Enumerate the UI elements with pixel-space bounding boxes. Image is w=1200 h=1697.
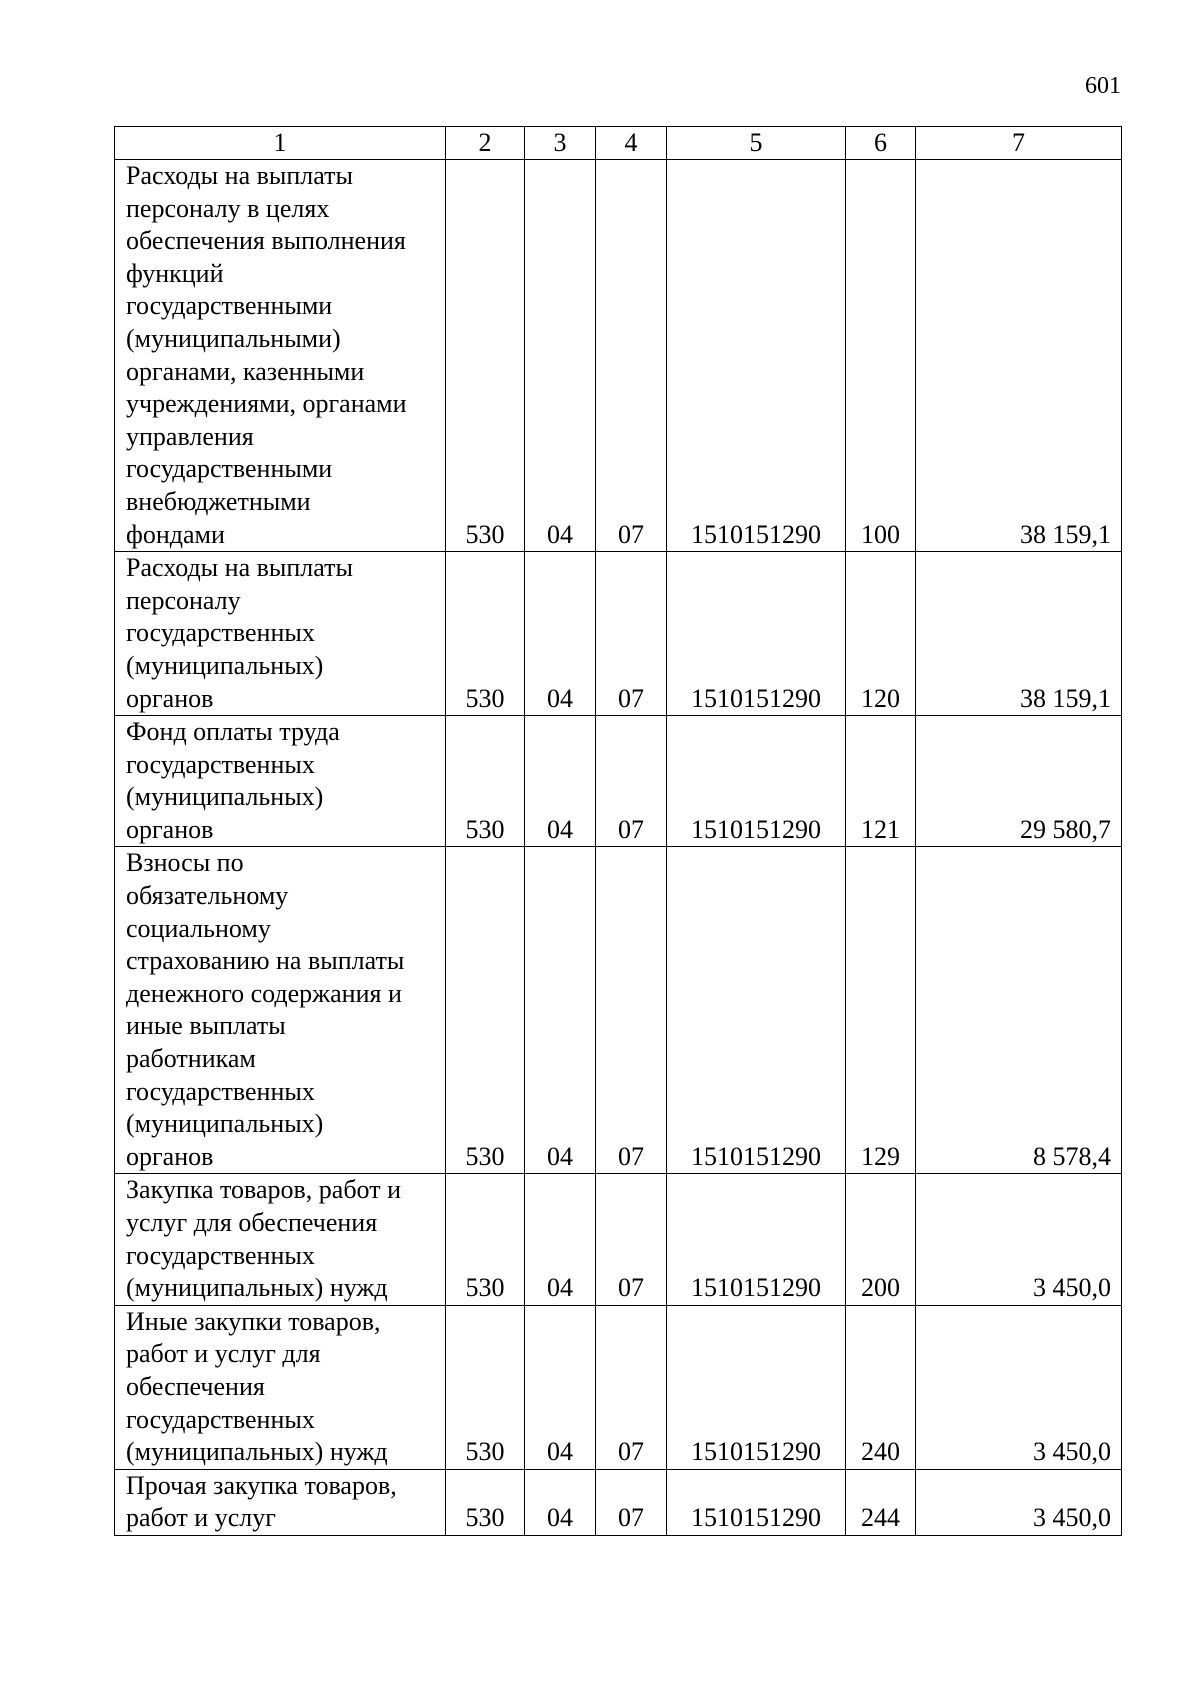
expense-name-line: работ и услуг: [126, 1503, 276, 1533]
subsection-code-cell: 07: [596, 716, 667, 847]
expense-name-line: персоналу в целях: [126, 193, 330, 223]
chapter-code-cell: 530: [446, 1469, 525, 1535]
chapter-code-cell: 530: [446, 716, 525, 847]
table-row: [115, 1174, 1122, 1305]
expense-name-line: персоналу: [126, 585, 241, 615]
expense-type-cell: 240: [846, 1305, 916, 1469]
target-article-cell: 1510151290: [667, 1174, 846, 1305]
expense-name-line: социальному: [126, 913, 271, 943]
amount-cell: 3 450,0: [916, 1469, 1122, 1535]
expense-name-line: государственными: [126, 454, 333, 484]
chapter-code-cell: 530: [446, 1305, 525, 1469]
table-row: [115, 1469, 1122, 1535]
subsection-code-cell: 07: [596, 847, 667, 1174]
expense-name-line: государственных: [126, 1404, 315, 1434]
chapter-code-cell: 530: [446, 552, 525, 716]
expense-name-line: государственных: [126, 618, 315, 648]
expense-name-cell: [115, 1174, 446, 1305]
expense-name-line: государственными: [126, 291, 333, 321]
expense-name-line: органов: [126, 683, 214, 713]
table-row: [115, 1305, 1122, 1469]
expense-name-line: Фонд оплаты труда: [126, 717, 340, 747]
expense-type-cell: 121: [846, 716, 916, 847]
expense-name-cell: [115, 160, 446, 552]
amount-cell: 38 159,1: [916, 552, 1122, 716]
amount-cell: 29 580,7: [916, 716, 1122, 847]
page-number: 601: [1085, 73, 1121, 99]
target-article-cell: 1510151290: [667, 160, 846, 552]
amount-cell: 3 450,0: [916, 1174, 1122, 1305]
expense-name-cell: [115, 847, 446, 1174]
section-code-cell: 04: [525, 552, 596, 716]
target-article-cell: 1510151290: [667, 716, 846, 847]
subsection-code-cell: 07: [596, 1174, 667, 1305]
table-row: [115, 716, 1122, 847]
expense-name-line: денежного содержания и: [126, 978, 402, 1008]
section-code-cell: 04: [525, 160, 596, 552]
chapter-code-cell: 530: [446, 847, 525, 1174]
target-article-cell: 1510151290: [667, 1305, 846, 1469]
expense-name-line: государственных: [126, 1076, 315, 1106]
amount-cell: 8 578,4: [916, 847, 1122, 1174]
expense-name-line: обязательному: [126, 881, 289, 911]
expense-name-cell: [115, 552, 446, 716]
expense-name-line: страхованию на выплаты: [126, 946, 405, 976]
expense-name-line: Закупка товаров, работ и: [126, 1175, 401, 1205]
expense-name-line: государственных: [126, 1240, 315, 1270]
amount-cell: 38 159,1: [916, 160, 1122, 552]
expense-type-cell: 120: [846, 552, 916, 716]
expense-name-line: Расходы на выплаты: [126, 161, 353, 190]
expense-name-line: обеспечения: [126, 1371, 265, 1401]
section-code-cell: 04: [525, 1469, 596, 1535]
expense-name-line: (муниципальных): [126, 782, 324, 812]
header-cell: 3: [525, 127, 596, 160]
header-cell: 4: [596, 127, 667, 160]
chapter-code-cell: 530: [446, 1174, 525, 1305]
expense-name-line: органами, казенными: [126, 356, 365, 386]
budget-table: [114, 126, 1122, 1536]
expense-name-line: Иные закупки товаров,: [126, 1306, 381, 1336]
expense-name-line: фондами: [126, 519, 225, 549]
expense-name-line: (муниципальных): [126, 1109, 324, 1139]
expense-name-line: внебюджетными: [126, 486, 311, 516]
expense-name-line: органов: [126, 814, 214, 844]
chapter-code-cell: 530: [446, 160, 525, 552]
section-code-cell: 04: [525, 1305, 596, 1469]
expense-name-line: работникам: [126, 1044, 256, 1074]
expense-name-line: обеспечения выполнения: [126, 226, 406, 256]
expense-name-line: (муниципальных) нужд: [126, 1273, 388, 1303]
section-code-cell: 04: [525, 847, 596, 1174]
header-cell: 7: [916, 127, 1122, 160]
target-article-cell: 1510151290: [667, 1469, 846, 1535]
expense-name-line: управления: [126, 421, 254, 451]
expense-name-line: услуг для обеспечения: [126, 1208, 378, 1237]
header-cell: 5: [667, 127, 846, 160]
expense-name-line: Расходы на выплаты: [126, 553, 353, 583]
expense-name-cell: [115, 716, 446, 847]
expense-name-line: (муниципальных): [126, 650, 324, 680]
header-cell: 6: [846, 127, 916, 160]
subsection-code-cell: 07: [596, 1469, 667, 1535]
subsection-code-cell: 07: [596, 160, 667, 552]
subsection-code-cell: 07: [596, 552, 667, 716]
expense-name-line: иные выплаты: [126, 1011, 286, 1041]
table-row: [115, 160, 1122, 552]
expense-type-cell: 100: [846, 160, 916, 552]
expense-type-cell: 244: [846, 1469, 916, 1535]
expense-name-cell: [115, 1469, 446, 1535]
expense-type-cell: 200: [846, 1174, 916, 1305]
table-body: [115, 160, 1122, 1536]
expense-name-line: учреждениями, органами: [126, 389, 407, 419]
header-row: [115, 127, 1122, 160]
expense-name-line: (муниципальными): [126, 323, 341, 353]
expense-name-line: (муниципальных) нужд: [126, 1437, 388, 1467]
expense-name-line: органов: [126, 1141, 214, 1171]
expense-name-line: функций: [126, 258, 224, 288]
expense-name-line: государственных: [126, 749, 315, 779]
table-row: [115, 847, 1122, 1174]
section-code-cell: 04: [525, 1174, 596, 1305]
expense-type-cell: 129: [846, 847, 916, 1174]
expense-name-line: Прочая закупка товаров,: [126, 1470, 397, 1500]
subsection-code-cell: 07: [596, 1305, 667, 1469]
target-article-cell: 1510151290: [667, 552, 846, 716]
amount-cell: 3 450,0: [916, 1305, 1122, 1469]
section-code-cell: 04: [525, 716, 596, 847]
expense-name-line: работ и услуг для: [126, 1339, 321, 1369]
target-article-cell: 1510151290: [667, 847, 846, 1174]
header-cell: 1: [115, 127, 446, 160]
header-cell: 2: [446, 127, 525, 160]
table-row: [115, 552, 1122, 716]
expense-name-cell: [115, 1305, 446, 1469]
expense-name-line: Взносы по: [126, 848, 244, 878]
